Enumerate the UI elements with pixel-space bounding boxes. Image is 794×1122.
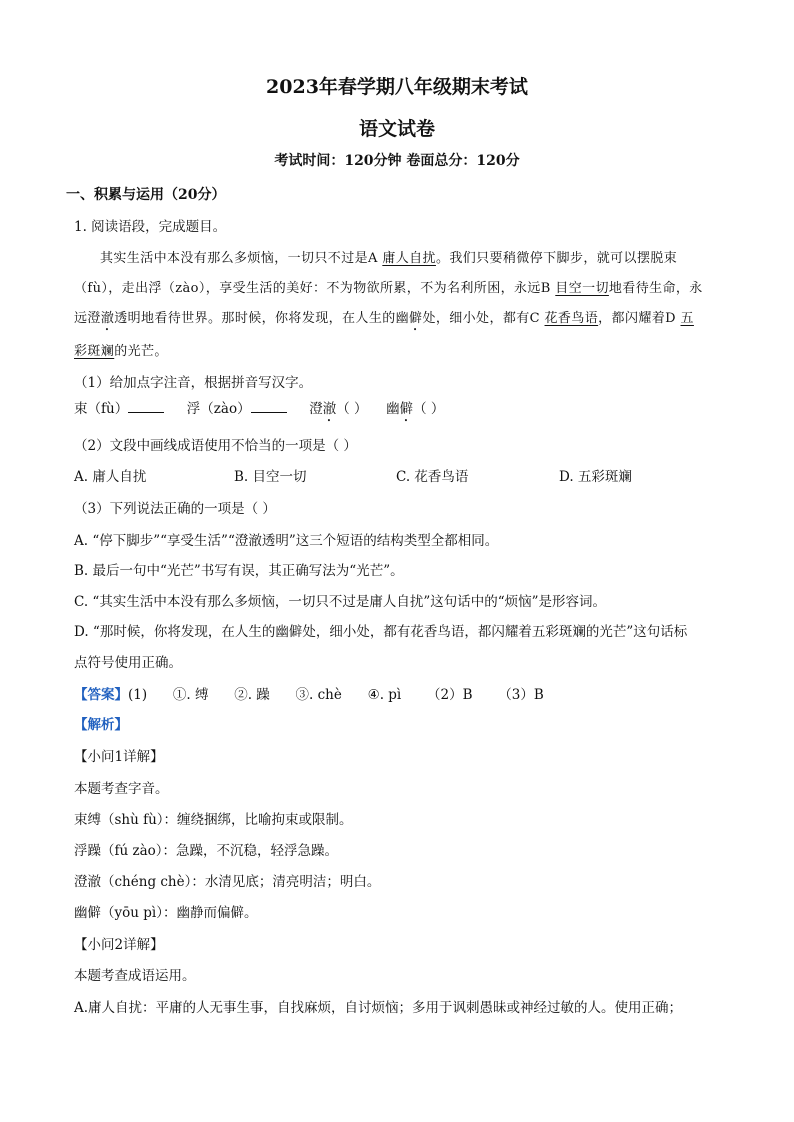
passage-line-3 bbox=[74, 307, 694, 334]
passage-text: 透明地看待世界。那时候，你将发现，在人生的幽 bbox=[114, 311, 410, 326]
dotted-char: 澈 bbox=[100, 311, 115, 326]
answer-label: 【答案】 bbox=[74, 687, 128, 703]
passage-text: （fù），走出浮（zào），享受生活的美好：不为物欲所累，不为名利所困，永远B bbox=[74, 281, 556, 296]
passage-line-1 bbox=[100, 247, 677, 266]
section-heading: 一、积累与运用（20分） bbox=[66, 187, 226, 203]
passage-text: 的光芒。 bbox=[114, 344, 168, 359]
answer-blank[interactable] bbox=[128, 400, 164, 413]
detail-1-intro: 本题考查字音。 bbox=[74, 781, 169, 797]
option-d-continued: 点符号使用正确。 bbox=[74, 655, 182, 671]
passage-text: 其实生活中本没有那么多烦恼，一切只不过是A bbox=[100, 251, 383, 266]
subquestion-1-items bbox=[74, 397, 444, 425]
detail-2-heading: 【小问2详解】 bbox=[74, 937, 164, 953]
underlined-idiom-c: 花香鸟语 bbox=[544, 311, 599, 326]
underlined-idiom-d: 五 bbox=[680, 311, 694, 326]
exam-title: 2023年春学期八年级期末考试 bbox=[266, 76, 528, 98]
char-item: 幽 bbox=[386, 401, 400, 417]
answer-blank[interactable] bbox=[251, 400, 287, 413]
option-a[interactable]: A. 庸人自扰 bbox=[74, 469, 147, 485]
option-b[interactable]: B. 最后一句中“光芒”书写有误，其正确写法为“光芒”。 bbox=[74, 563, 404, 579]
passage-line-2 bbox=[74, 277, 703, 296]
dotted-char: 僻 bbox=[409, 311, 423, 326]
dotted-char: 澈 bbox=[322, 401, 337, 417]
exam-info: 考试时间：120分钟 卷面总分：120分 bbox=[274, 153, 520, 169]
answer-text: (1) ①. 缚 ②. 躁 ③. chè ④. pì （2）B （3）B bbox=[128, 687, 544, 703]
passage-text: 远澄 bbox=[74, 311, 101, 326]
detail-1-heading: 【小问1详解】 bbox=[74, 749, 164, 765]
passage-text: 。我们只要稍微停下脚步，就可以摆脱束 bbox=[435, 251, 678, 266]
detail-item: 幽僻（yōu pì）：幽静而偏僻。 bbox=[74, 905, 258, 921]
subquestion-1-prompt: （1）给加点字注音，根据拼音写汉字。 bbox=[74, 375, 313, 391]
char-item: 澄 bbox=[309, 401, 323, 417]
underlined-idiom-d: 彩斑斓 bbox=[74, 344, 115, 359]
answer-line bbox=[74, 683, 544, 703]
detail-item: 浮躁（fú zào）：急躁，不沉稳，轻浮急躁。 bbox=[74, 843, 339, 859]
detail-item: A.庸人自扰：平庸的人无事生事，自找麻烦，自讨烦恼；多用于讽刺愚昧或神经过敏的人。使用正确； bbox=[74, 1000, 683, 1016]
option-d[interactable]: D. “那时候，你将发现，在人生的幽僻处，细小处，都有花香鸟语，都闪耀着五彩斑斓的光芒”这句话标 bbox=[74, 624, 688, 640]
detail-item: 澄澈（chéng chè）：水清见底；清亮明洁；明白。 bbox=[74, 874, 381, 890]
detail-2-intro: 本题考查成语运用。 bbox=[74, 968, 196, 984]
underlined-idiom-b: 目空一切 bbox=[555, 281, 609, 296]
answer-parens[interactable]: （ ） bbox=[336, 401, 368, 417]
option-a[interactable]: A. “停下脚步”“享受生活”“澄澈透明”这三个短语的结构类型全都相同。 bbox=[74, 533, 499, 549]
option-d[interactable]: D. 五彩斑斓 bbox=[559, 469, 632, 485]
pinyin-item: 浮（zào） bbox=[186, 401, 251, 417]
passage-text: 地看待生命，永 bbox=[608, 281, 703, 296]
underlined-idiom-a: 庸人自扰 bbox=[382, 251, 436, 266]
pinyin-item: 束（fù） bbox=[74, 401, 129, 417]
exam-subtitle: 语文试卷 bbox=[358, 118, 435, 140]
subquestion-3-prompt: （3）下列说法正确的一项是（ ） bbox=[74, 501, 276, 517]
subquestion-2-prompt: （2）文段中画线成语使用不恰当的一项是（ ） bbox=[74, 438, 357, 454]
question-prompt: 1. 阅读语段，完成题目。 bbox=[74, 219, 227, 235]
answer-parens[interactable]: （ ） bbox=[413, 401, 445, 417]
option-b[interactable]: B. 目空一切 bbox=[234, 469, 307, 485]
option-c[interactable]: C. 花香鸟语 bbox=[396, 469, 469, 485]
analysis-label: 【解析】 bbox=[74, 717, 128, 733]
passage-line-4 bbox=[74, 340, 168, 359]
dotted-char: 僻 bbox=[399, 401, 414, 417]
passage-text: ，都闪耀着D bbox=[598, 311, 681, 326]
passage-text: 处，细小处，都有C bbox=[422, 311, 545, 326]
detail-item: 束缚（shù fù）：缠绕捆绑，比喻拘束或限制。 bbox=[74, 812, 353, 828]
option-c[interactable]: C. “其实生活中本没有那么多烦恼，一切只不过是庸人自扰”这句话中的“烦恼”是形容词。 bbox=[74, 594, 607, 610]
